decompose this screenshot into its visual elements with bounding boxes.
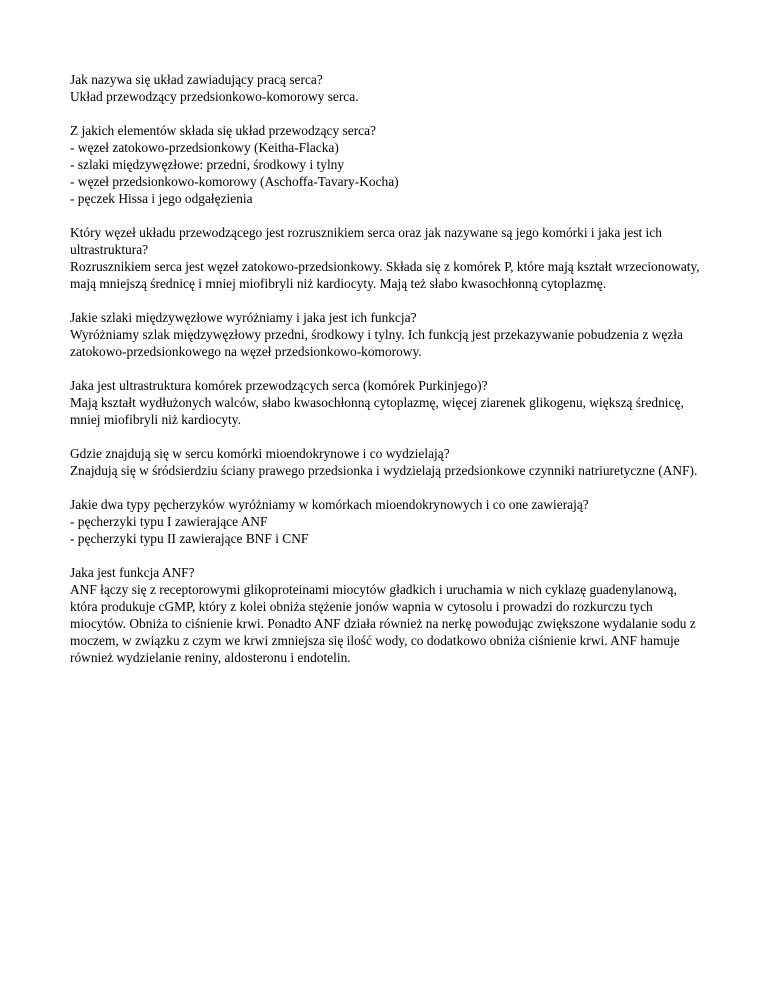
list-item: - pęczek Hissa i jego odgałęzienia: [70, 191, 253, 206]
qa-section-internodal-tracts: [70, 309, 700, 360]
qa-section-conduction-elements: [70, 122, 700, 207]
qa-section-purkinje-cells: [70, 377, 700, 428]
list-item: - węzeł zatokowo-przedsionkowy (Keitha-Flacka): [70, 140, 339, 155]
answer-text: ANF łączy się z receptorowymi glikoproteinami miocytów gładkich i uruchamia w nich cyklazę guadenylanową, która produkuje cGMP, który z kolei obniża stężenie jonów wapnia w cytosolu i prowadzi do rozkurczu tych miocytów. Obniża to ciśnienie krwi. Ponadto ANF działa również na nerkę powodując zwiększone wydalanie sodu z moczem, w związku z czym we krwi zmniejsza się ilość wody, co dodatkowo obniża ciśnienie krwi. ANF hamuje również wydzielanie reniny, aldosteronu i endotelin.: [70, 582, 696, 665]
list-item: - pęcherzyki typu II zawierające BNF i CNF: [70, 531, 309, 546]
question-text: Jaka jest ultrastruktura komórek przewodzących serca (komórek Purkinjego)?: [70, 378, 488, 393]
qa-section-anf-function: [70, 564, 700, 666]
document-page: [70, 71, 700, 683]
answer-text: Wyróżniamy szlak międzywęzłowy przedni, środkowy i tylny. Ich funkcją jest przekazywanie pobudzenia z węzła zatokowo-przedsionkowego na węzeł przedsionkowo-komorowy.: [70, 327, 683, 359]
list-item: - szlaki międzywęzłowe: przedni, środkowy i tylny: [70, 157, 345, 172]
qa-section-myoendocrine-cells: [70, 445, 700, 479]
question-text: Gdzie znajdują się w sercu komórki mioendokrynowe i co wydzielają?: [70, 446, 450, 461]
qa-section-conduction-system: [70, 71, 700, 105]
list-item: - węzeł przedsionkowo-komorowy (Aschoffa-Tavary-Kocha): [70, 174, 399, 189]
question-text: Jak nazywa się układ zawiadujący pracą serca?: [70, 72, 323, 87]
answer-text: Znajdują się w śródsierdziu ściany prawego przedsionka i wydzielają przedsionkowe czynniki natriuretyczne (ANF).: [70, 463, 698, 478]
question-text: Jakie szlaki międzywęzłowe wyróżniamy i jaka jest ich funkcja?: [70, 310, 417, 325]
question-text: Jaka jest funkcja ANF?: [70, 565, 195, 580]
answer-text: Rozrusznikiem serca jest węzeł zatokowo-przedsionkowy. Składa się z komórek P, które mają kształt wrzecionowaty, mają mniejszą średnicę i mniej miofibryli niż kardiocyty. Mają też słabo kwasochłonną cytoplazmę.: [70, 259, 700, 291]
answer-text: Mają kształt wydłużonych walców, słabo kwasochłonną cytoplazmę, więcej ziarenek glikogenu, większą średnicę, mniej miofibryli niż kardiocyty.: [70, 395, 684, 427]
list-item: - pęcherzyki typu I zawierające ANF: [70, 514, 268, 529]
question-text: Jakie dwa typy pęcherzyków wyróżniamy w komórkach mioendokrynowych i co one zawierają?: [70, 497, 589, 512]
answer-text: Układ przewodzący przedsionkowo-komorowy serca.: [70, 89, 359, 104]
qa-section-pacemaker: [70, 224, 700, 292]
question-text: Który węzeł układu przewodzącego jest rozrusznikiem serca oraz jak nazywane są jego komórki i jaka jest ich ultrastruktura?: [70, 225, 662, 257]
qa-section-vesicle-types: [70, 496, 700, 547]
question-text: Z jakich elementów składa się układ przewodzący serca?: [70, 123, 376, 138]
